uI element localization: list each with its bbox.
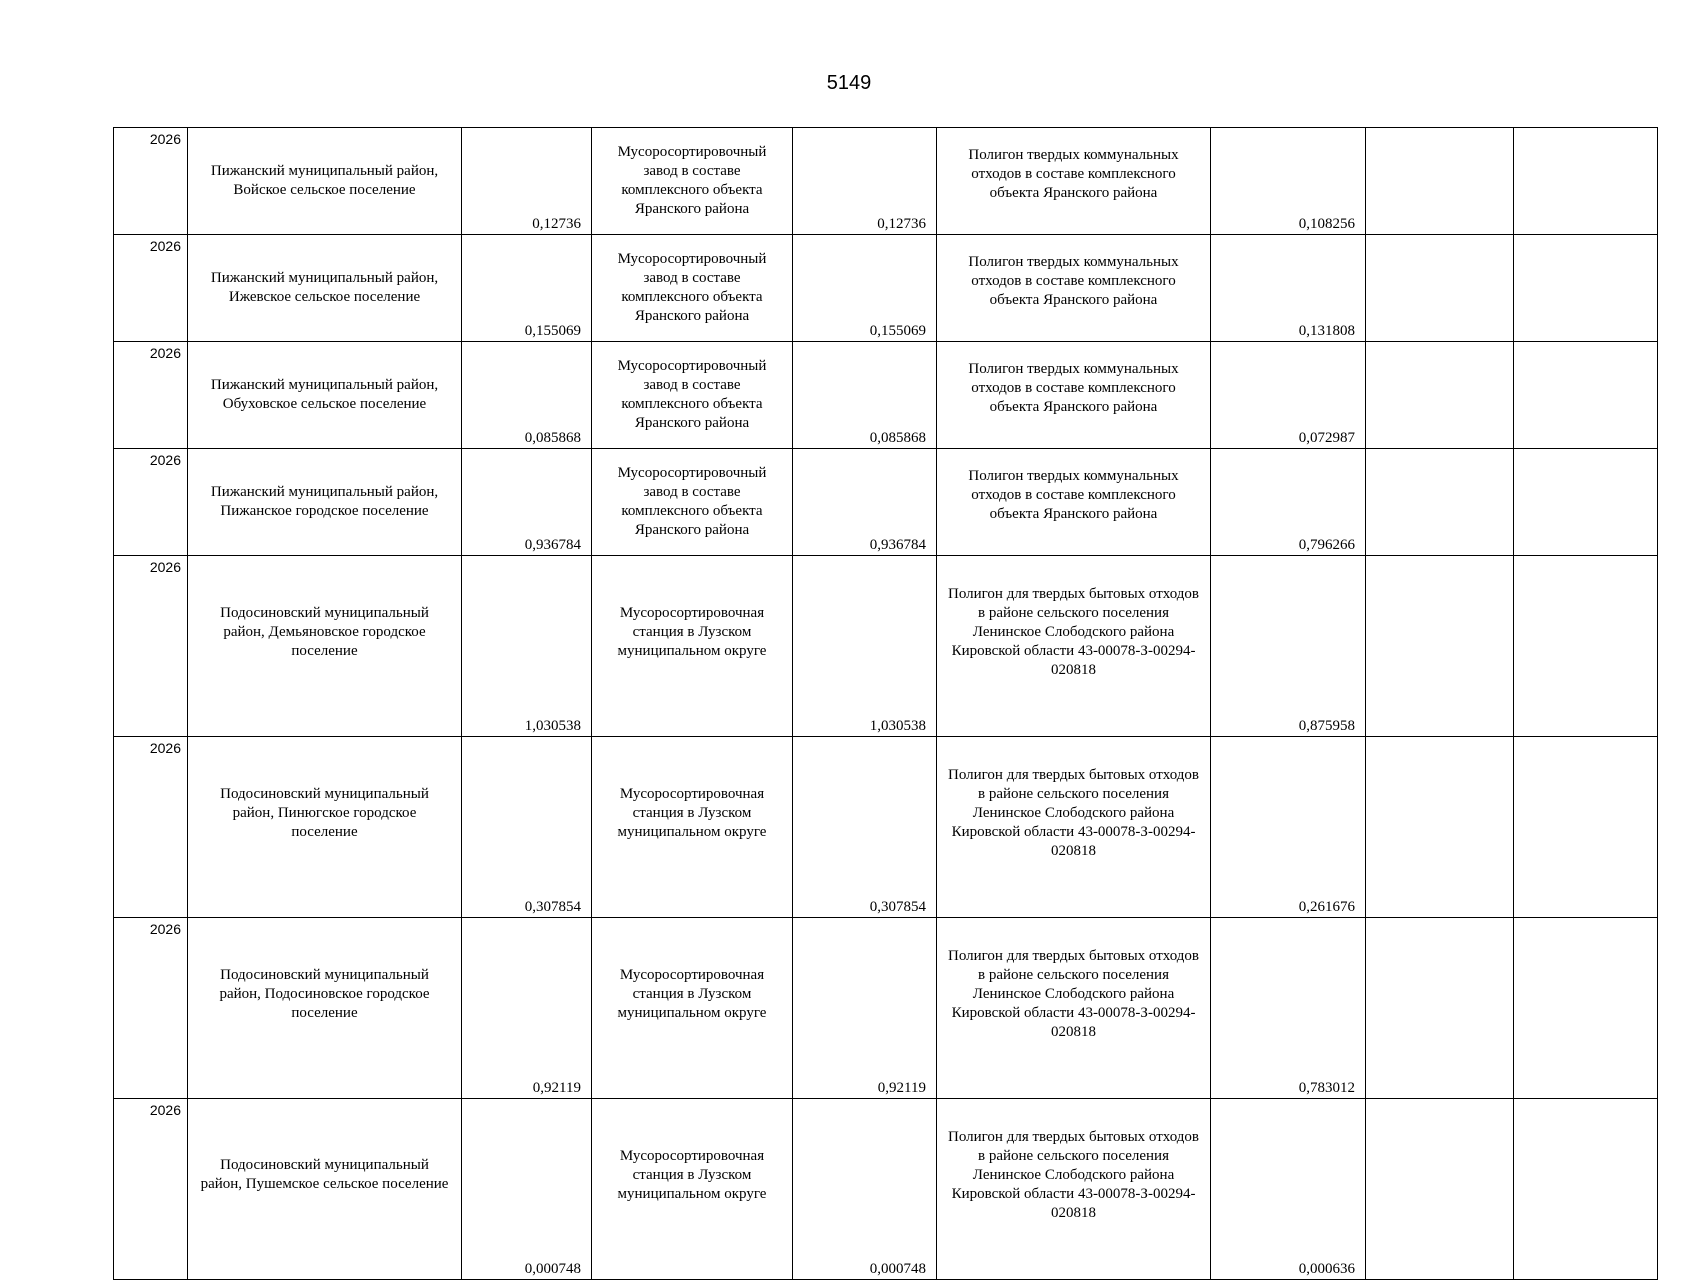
empty-cell — [1366, 556, 1514, 737]
volume-out-cell: 0,000748 — [462, 1099, 592, 1280]
table-row — [114, 235, 1658, 342]
empty-cell — [1514, 737, 1658, 918]
year-cell: 2026 — [114, 449, 188, 556]
volume-out-cell: 0,936784 — [462, 449, 592, 556]
volume-disposed-cell: 0,000636 — [1211, 1099, 1366, 1280]
volume-disposed-cell: 0,108256 — [1211, 128, 1366, 235]
year-cell: 2026 — [114, 235, 188, 342]
empty-cell — [1514, 449, 1658, 556]
table-row — [114, 128, 1658, 235]
empty-cell — [1366, 1099, 1514, 1280]
empty-cell — [1366, 128, 1514, 235]
year-cell: 2026 — [114, 737, 188, 918]
volume-disposed-cell: 0,796266 — [1211, 449, 1366, 556]
disposal-facility-cell: Полигон твердых коммунальных отходов в составе комплексного объекта Яранского района — [937, 128, 1211, 235]
volume-processed-cell: 0,085868 — [793, 342, 937, 449]
empty-cell — [1514, 128, 1658, 235]
empty-cell — [1366, 235, 1514, 342]
empty-cell — [1366, 918, 1514, 1099]
volume-out-cell: 0,12736 — [462, 128, 592, 235]
processing-facility-cell: Мусоросортировочный завод в составе комплексного объекта Яранского района — [592, 342, 793, 449]
disposal-facility-cell: Полигон для твердых бытовых отходов в районе сельского поселения Ленинское Слободского района Кировской области 43-00078-З-00294-020818 — [937, 1099, 1211, 1280]
year-cell: 2026 — [114, 128, 188, 235]
disposal-facility-cell: Полигон для твердых бытовых отходов в районе сельского поселения Ленинское Слободского района Кировской области 43-00078-З-00294-020818 — [937, 918, 1211, 1099]
disposal-facility-cell: Полигон твердых коммунальных отходов в составе комплексного объекта Яранского района — [937, 449, 1211, 556]
empty-cell — [1514, 342, 1658, 449]
processing-facility-cell: Мусоросортировочный завод в составе комплексного объекта Яранского района — [592, 449, 793, 556]
empty-cell — [1514, 556, 1658, 737]
volume-disposed-cell: 0,072987 — [1211, 342, 1366, 449]
volume-processed-cell: 1,030538 — [793, 556, 937, 737]
processing-facility-cell: Мусоросортировочный завод в составе комплексного объекта Яранского района — [592, 235, 793, 342]
waste-flow-table — [113, 127, 1658, 1280]
volume-processed-cell: 0,92119 — [793, 918, 937, 1099]
volume-out-cell: 0,155069 — [462, 235, 592, 342]
volume-disposed-cell: 0,783012 — [1211, 918, 1366, 1099]
table-body — [114, 128, 1658, 1280]
disposal-facility-cell: Полигон для твердых бытовых отходов в районе сельского поселения Ленинское Слободского района Кировской области 43-00078-З-00294-020818 — [937, 556, 1211, 737]
disposal-facility-cell: Полигон для твердых бытовых отходов в районе сельского поселения Ленинское Слободского района Кировской области 43-00078-З-00294-020818 — [937, 737, 1211, 918]
table-row — [114, 556, 1658, 737]
territory-cell: Пижанский муниципальный район, Пижанское городское поселение — [188, 449, 462, 556]
territory-cell: Подосиновский муниципальный район, Подосиновское городское поселение — [188, 918, 462, 1099]
volume-out-cell: 1,030538 — [462, 556, 592, 737]
year-cell: 2026 — [114, 1099, 188, 1280]
volume-out-cell: 0,307854 — [462, 737, 592, 918]
volume-processed-cell: 0,307854 — [793, 737, 937, 918]
volume-disposed-cell: 0,131808 — [1211, 235, 1366, 342]
processing-facility-cell: Мусоросортировочная станция в Лузском муниципальном округе — [592, 918, 793, 1099]
empty-cell — [1366, 449, 1514, 556]
processing-facility-cell: Мусоросортировочная станция в Лузском муниципальном округе — [592, 556, 793, 737]
volume-processed-cell: 0,12736 — [793, 128, 937, 235]
processing-facility-cell: Мусоросортировочный завод в составе комплексного объекта Яранского района — [592, 128, 793, 235]
territory-cell: Подосиновский муниципальный район, Пинюгское городское поселение — [188, 737, 462, 918]
territory-cell: Пижанский муниципальный район, Войское сельское поселение — [188, 128, 462, 235]
processing-facility-cell: Мусоросортировочная станция в Лузском муниципальном округе — [592, 737, 793, 918]
processing-facility-cell: Мусоросортировочная станция в Лузском муниципальном округе — [592, 1099, 793, 1280]
table-row — [114, 918, 1658, 1099]
territory-cell: Пижанский муниципальный район, Обуховское сельское поселение — [188, 342, 462, 449]
table-row — [114, 737, 1658, 918]
empty-cell — [1514, 235, 1658, 342]
volume-processed-cell: 0,936784 — [793, 449, 937, 556]
empty-cell — [1514, 918, 1658, 1099]
volume-processed-cell: 0,000748 — [793, 1099, 937, 1280]
territory-cell: Подосиновский муниципальный район, Демьяновское городское поселение — [188, 556, 462, 737]
table-row — [114, 449, 1658, 556]
disposal-facility-cell: Полигон твердых коммунальных отходов в составе комплексного объекта Яранского района — [937, 342, 1211, 449]
volume-disposed-cell: 0,261676 — [1211, 737, 1366, 918]
disposal-facility-cell: Полигон твердых коммунальных отходов в составе комплексного объекта Яранского района — [937, 235, 1211, 342]
territory-cell: Пижанский муниципальный район, Ижевское сельское поселение — [188, 235, 462, 342]
empty-cell — [1366, 737, 1514, 918]
year-cell: 2026 — [114, 556, 188, 737]
page-number: 5149 — [826, 72, 872, 94]
table-row — [114, 342, 1658, 449]
volume-processed-cell: 0,155069 — [793, 235, 937, 342]
territory-cell: Подосиновский муниципальный район, Пушемское сельское поселение — [188, 1099, 462, 1280]
empty-cell — [1514, 1099, 1658, 1280]
volume-out-cell: 0,085868 — [462, 342, 592, 449]
table-row — [114, 1099, 1658, 1280]
year-cell: 2026 — [114, 342, 188, 449]
empty-cell — [1366, 342, 1514, 449]
volume-out-cell: 0,92119 — [462, 918, 592, 1099]
year-cell: 2026 — [114, 918, 188, 1099]
volume-disposed-cell: 0,875958 — [1211, 556, 1366, 737]
